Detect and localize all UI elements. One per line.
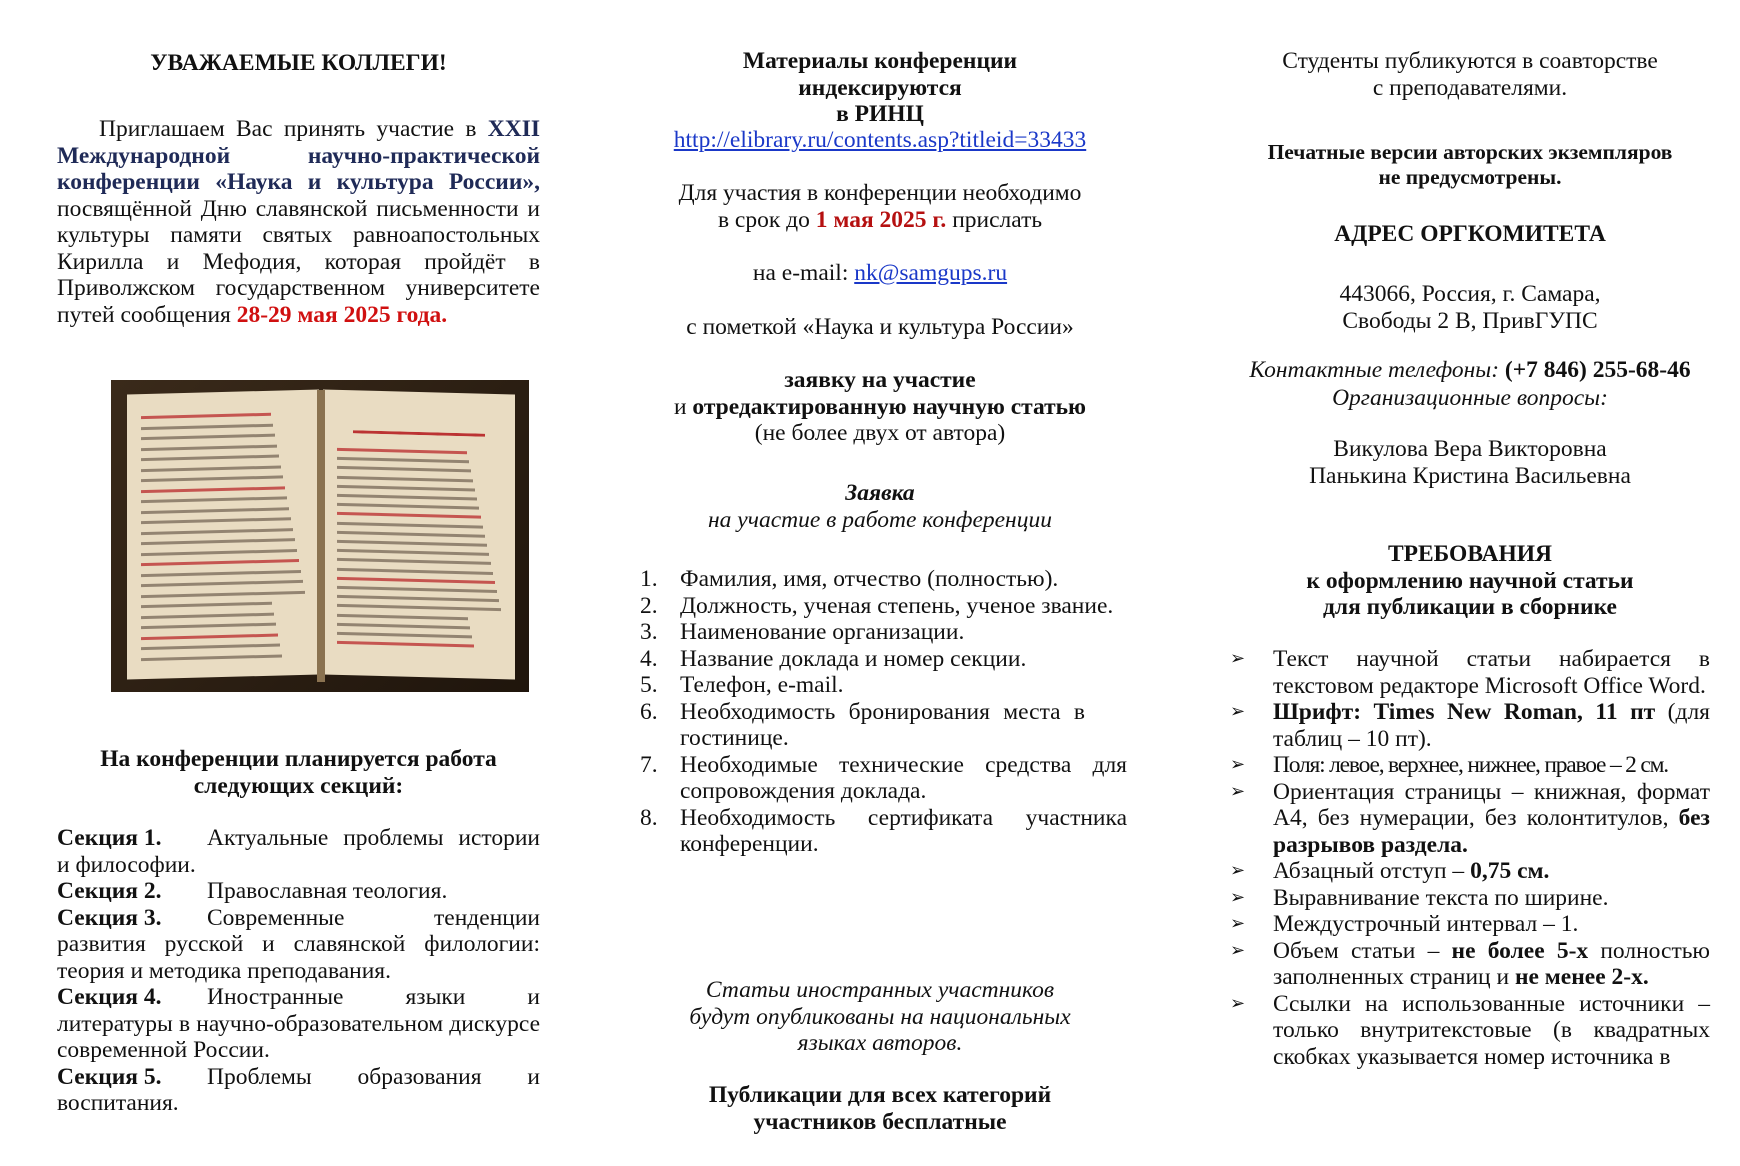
- form-item: [640, 805, 1127, 858]
- form-item-text: Фамилия, имя, отчество (полностью).: [680, 566, 1059, 592]
- form-item: [640, 593, 1127, 620]
- form-item-text: Необходимость бронирования места в гостинице.: [680, 698, 1085, 751]
- form-subtitle: на участие в работе конференции: [708, 507, 1052, 533]
- form-item: [640, 752, 1127, 805]
- form-item-text: Название доклада и номер секции.: [680, 645, 1027, 672]
- print-note: Печатные версии авторских экземпляров не предусмотрены.: [1267, 140, 1673, 189]
- list-item: ➢ Поля: левое, верхнее, нижнее, правое – 2 см.: [1230, 752, 1668, 778]
- list-item: ➢ Абзацный отступ – 0,75 см.: [1230, 858, 1550, 884]
- form-item-number: 8.: [640, 804, 658, 831]
- section-text: Православная теология.: [207, 878, 448, 904]
- email-link[interactable]: nk@samgups.ru: [854, 260, 1008, 286]
- form-item: [640, 619, 1127, 646]
- ornament-icon: [353, 408, 485, 436]
- phone-number: (+7 846) 255-68-46: [1504, 357, 1691, 383]
- form-item-text: Необходимость сертификата участника конференции.: [680, 804, 1127, 857]
- indexing-heading: Материалы конференции индексируются в РИНЦ: [742, 48, 1018, 127]
- conference-date: 28-29 мая 2025 года.: [236, 301, 448, 328]
- arrow-bullet-icon: ➢: [1230, 780, 1246, 802]
- conference-name: XXII Международной научно-практической конференции «Наука и культура России»,: [57, 116, 541, 195]
- arrow-bullet-icon: ➢: [1230, 701, 1246, 722]
- book-left-page: [127, 389, 319, 679]
- form-item: [640, 672, 1127, 699]
- section-text: Проблемы образования и воспитания.: [57, 1063, 540, 1116]
- sections-heading: На конференции планируется работа следующих секций:: [100, 746, 497, 799]
- section-item: [57, 825, 540, 878]
- arrow-bullet-icon: ➢: [1230, 754, 1244, 775]
- arrow-bullet-icon: ➢: [1230, 913, 1246, 934]
- form-item-text: Наименование организации.: [680, 619, 965, 645]
- requirements-heading: ТРЕБОВАНИЯ к оформлению научной статьи для публикации в сборнике: [1306, 541, 1634, 620]
- section-item: [57, 905, 540, 985]
- form-item-number: 1.: [640, 566, 658, 592]
- section-text: Актуальные проблемы истории и философии.: [57, 825, 540, 878]
- foreign-note: Статьи иностранных участников будут опубликованы на национальных языках авторов.: [689, 977, 1071, 1056]
- requirements-list: [1230, 646, 1710, 1070]
- free-publication-note: Публикации для всех категорий участников бесплатные: [708, 1082, 1052, 1135]
- form-item: [640, 566, 1127, 593]
- section-label: Секция 5.: [57, 1063, 162, 1090]
- deadline-text: Для участия в конференции необходимо в срок до 1 мая 2025 г. прислать: [678, 180, 1082, 233]
- arrow-bullet-icon: ➢: [1230, 886, 1246, 908]
- section-item: [57, 1064, 540, 1117]
- arrow-bullet-icon: ➢: [1230, 992, 1246, 1014]
- org-label: Организационные вопросы:: [1332, 385, 1608, 411]
- mark-text: с пометкой «Наука и культура России»: [686, 314, 1074, 340]
- email-line: на e-mail: nk@samgups.ru: [752, 260, 1008, 286]
- form-item-number: 7.: [640, 751, 658, 778]
- form-item-number: 4.: [640, 645, 658, 672]
- arrow-bullet-icon: ➢: [1230, 939, 1246, 961]
- form-item-text: Должность, ученая степень, ученое звание.: [680, 592, 1114, 619]
- section-text: Современные тенденции развития русской и славянской филологии: теория и методика преподавания.: [57, 904, 540, 984]
- intro-paragraph: Приглашаем Вас принять участие в XXII Международной научно-практической конференции «Наука и культура России», посвящённой Дню славянской письменности и культуры памяти святых равноапостольных Кирилла и Мефодия, которая пройдёт в Приволжском государственном университете путей сообщения 28-29 мая 2025 года.: [57, 116, 541, 328]
- list-item: ➢ Объем статьи – не более 5-х полностью заполненных страниц и не менее 2-х.: [1230, 937, 1710, 990]
- address-heading: АДРЕС ОРГКОМИТЕТА: [1334, 221, 1606, 247]
- list-item: ➢ Шрифт: Times New Roman, 11 пт (для таблиц – 10 пт).: [1230, 699, 1710, 752]
- sections-list: [57, 825, 540, 1117]
- address-text: 443066, Россия, г. Самара, Свободы 2 В, ПривГУПС: [1339, 281, 1601, 334]
- list-item: ➢ Ориентация страницы – книжная, формат А4, без нумерации, без колонтитулов, без разрывов раздела.: [1230, 778, 1710, 858]
- deadline-date: 1 мая 2025 г.: [815, 206, 947, 233]
- form-title: Заявка: [845, 480, 915, 506]
- greeting-heading: УВАЖАЕМЫЕ КОЛЛЕГИ!: [150, 50, 447, 76]
- section-item: [57, 984, 540, 1064]
- form-item-number: 2.: [640, 592, 658, 619]
- students-note: Студенты публикуются в соавторстве с преподавателями.: [1282, 48, 1658, 101]
- list-item: ➢ Текст научной статьи набирается в текстовом редакторе Microsoft Office Word.: [1230, 646, 1710, 699]
- list-item: ➢ Выравнивание текста по ширине.: [1230, 884, 1609, 911]
- form-item: [640, 699, 1085, 752]
- form-item-number: 6.: [640, 698, 658, 725]
- form-item-text: Телефон, e-mail.: [680, 672, 844, 698]
- arrow-bullet-icon: ➢: [1230, 648, 1246, 669]
- form-item: [640, 646, 1127, 673]
- section-label: Секция 1.: [57, 825, 162, 851]
- book-right-page: [323, 389, 515, 679]
- phones-line: Контактные телефоны: (+7 846) 255-68-46: [1249, 357, 1691, 383]
- list-item: ➢ Ссылки на использованные источники – только внутритекстовые (в квадратных скобках указывается номер источника в: [1230, 990, 1710, 1070]
- arrow-bullet-icon: ➢: [1230, 860, 1246, 881]
- elibrary-link[interactable]: http://elibrary.ru/contents.asp?titleid=33433: [673, 127, 1087, 153]
- form-item-number: 5.: [640, 672, 658, 698]
- old-book-image: [111, 380, 529, 692]
- section-text: Иностранные языки и литературы в научно-образовательном дискурсе современной России.: [57, 984, 540, 1063]
- section-label: Секция 2.: [57, 878, 162, 904]
- form-item-text: Необходимые технические средства для сопровождения доклада.: [680, 751, 1127, 804]
- list-item: ➢ Междустрочный интервал – 1.: [1230, 911, 1579, 937]
- send-items: заявку на участие и отредактированную научную статью (не более двух от автора): [673, 367, 1087, 446]
- contacts: Викулова Вера Викторовна Панькина Кристина Васильевна: [1309, 436, 1631, 489]
- section-item: [57, 878, 540, 905]
- section-label: Секция 4.: [57, 984, 162, 1010]
- form-items-list: [640, 566, 1127, 858]
- form-item-number: 3.: [640, 619, 658, 645]
- section-label: Секция 3.: [57, 904, 162, 931]
